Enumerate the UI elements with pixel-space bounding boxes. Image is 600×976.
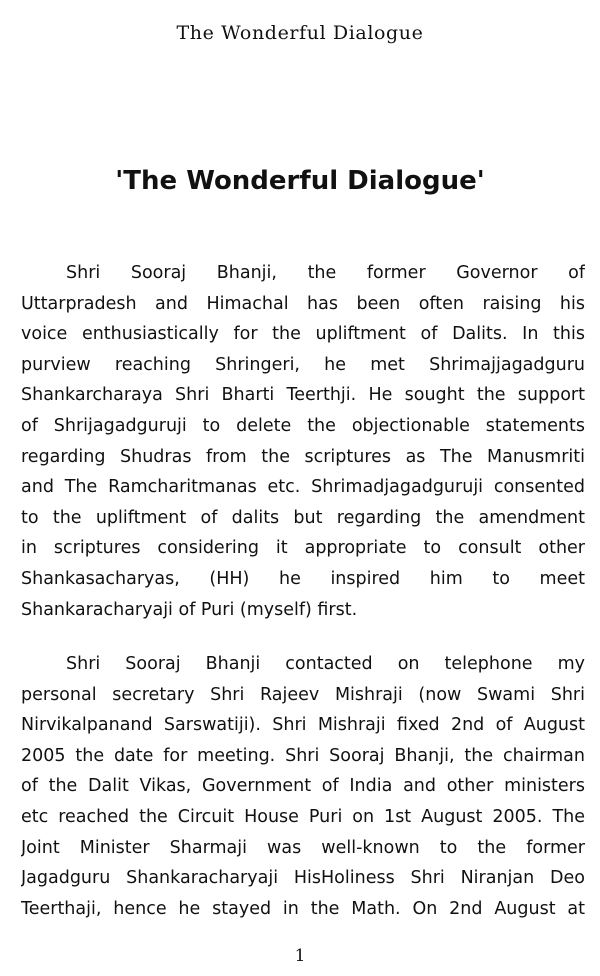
running-header: The Wonderful Dialogue xyxy=(176,22,424,44)
text-line: Shankasacharyas, (HH) he inspired him to meet xyxy=(21,568,585,589)
text-line: Shankarcharaya Shri Bharti Teerthji. He sought the support xyxy=(21,385,585,406)
text-line: Shri Sooraj Bhanji, the former Governor of xyxy=(66,263,585,283)
chapter-title: 'The Wonderful Dialogue' xyxy=(115,166,485,196)
text-line: Nirvikalpanand Sarswatiji). Shri Mishraji fixed 2nd of August xyxy=(21,715,585,736)
text-line: of Shrijagadguruji to delete the objectionable statements xyxy=(21,415,585,436)
text-line: in scriptures considering it appropriate to consult other xyxy=(21,538,585,559)
text-line: of the Dalit Vikas, Government of India and other ministers xyxy=(21,776,585,797)
text-line: personal secretary Shri Rajeev Mishraji (now Swami Shri xyxy=(21,684,585,705)
text-line: regarding Shudras from the scriptures as The Manusmriti xyxy=(21,446,585,467)
text-line: 2005 the date for meeting. Shri Sooraj Bhanji, the chairman xyxy=(21,745,585,766)
text-line: Uttarpradesh and Himachal has been often raising his xyxy=(21,293,585,314)
text-line: Shri Sooraj Bhanji contacted on telephone my xyxy=(66,654,585,674)
text-line: etc reached the Circuit House Puri on 1st August 2005. The xyxy=(21,806,585,827)
text-line: to the upliftment of dalits but regarding the amendment xyxy=(21,507,585,528)
page-number: 1 xyxy=(294,946,306,966)
paragraph xyxy=(21,258,585,625)
text-line: and The Ramcharitmanas etc. Shrimadjagadguruji consented xyxy=(21,477,585,498)
body-paragraph-1 xyxy=(21,258,585,625)
text-line: Jagadguru Shankaracharyaji HisHoliness Shri Niranjan Deo xyxy=(21,868,585,889)
text-line: purview reaching Shringeri, he met Shrimajjagadguru xyxy=(21,354,585,375)
body-paragraph-2 xyxy=(21,649,585,924)
text-line: Joint Minister Sharmaji was well-known to the former xyxy=(21,837,585,858)
text-line: Teerthaji, hence he stayed in the Math. On 2nd August at xyxy=(21,898,585,919)
text-line: Shankaracharyaji of Puri (myself) first. xyxy=(21,599,358,620)
text-line: voice enthusiastically for the upliftment of Dalits. In this xyxy=(21,324,585,345)
paragraph xyxy=(21,649,585,924)
